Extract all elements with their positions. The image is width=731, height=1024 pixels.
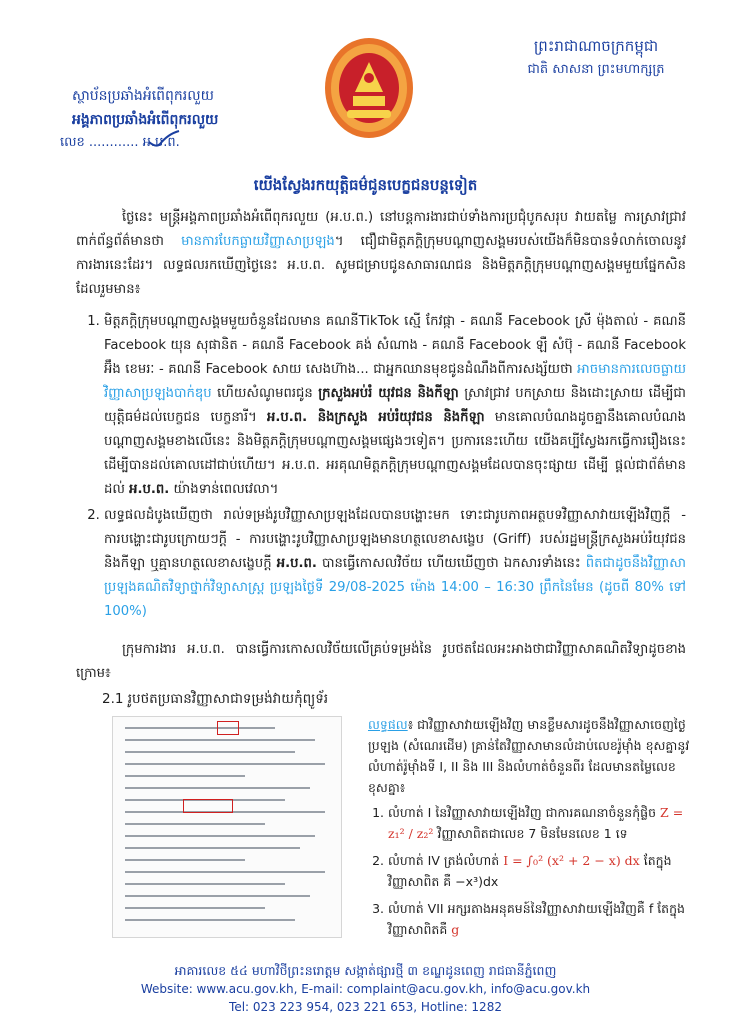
intro-text: ថ្ងៃនេះ មន្ត្រីអង្គភាពប្រឆាំងអំពើពុករលួយ (អ.ប.ព.) នៅបន្តការងារជាប់ទាំងការប្រជុំបូកសរុប វាយតម្លៃ ការស្រាវជ្រាវពាក់ព័ន្ធព័ត៌មានថា [76, 210, 686, 249]
observation-label: លទ្ធផល [368, 717, 408, 732]
item2-text-b: បានធ្វើកោសលវិច័យ ហើយឃើញថា ឯកសារទាំងនេះ [316, 556, 581, 571]
observation-text: ៖ ជាវិញ្ញាសាវាយឡើងវិញ មានខ្លឹមសារដូចនឹងវិញ្ញាសាចេញថ្ងៃប្រឡង (សំណេរដើម) គ្រាន់តែវិញ្ញាសាមានលំដាប់លេខរ៉ូម៉ាំង ខុសគ្នានូវលំហាត់រ៉ូម៉ាំងទី I, II និង III និងលំហាត់ចំនួនពីរ ដែលមានតម្លៃលេខខុសគ្នា៖ [368, 717, 690, 795]
footer [0, 962, 731, 1016]
document-title: យើងស្វែងរកយុត្តិធម៌ជូនបេក្ខជនបន្តទៀត [253, 176, 478, 194]
obs2-prefix: លំហាត់ IV ត្រង់លំហាត់ [388, 853, 500, 868]
obs3-math: g [451, 922, 460, 937]
observation-item-1 [388, 802, 694, 844]
observation-item-2 [388, 850, 694, 892]
exam-paper-photo [112, 716, 342, 938]
agency-header [72, 84, 218, 132]
observation-panel [368, 714, 694, 946]
kingdom-line-1: ព្រះរាជាណាចក្រកម្ពុជា [533, 37, 659, 55]
team-paragraph: ក្រុមការងារ អ.ប.ព. បានធ្វើការកោសលវិច័យលើគ្រប់ទម្រង់នៃ រូបថតដែលអះអាងថាជាវិញ្ញាសាគណិតវិទ្យាដូចខាងក្រោម៖ [76, 642, 686, 681]
obs1-prefix: លំហាត់ I នៃវិញ្ញាសាវាយឡើងវិញ ជាការគណនាចំនួនកុំផ្លិច [388, 805, 657, 820]
kingdom-header [516, 34, 676, 82]
obs3-prefix: លំហាត់ VII អក្សរតាងអនុគមន៍នៃវិញ្ញាសាវាយឡើងវិញគឺ f តែក្នុងវិញ្ញាសាពិតគឺ [388, 901, 685, 937]
item1-text-a: មិត្តភក្តិក្រុមបណ្ដាញសង្គមមួយចំនួនដែលមាន គណនីTikTok ស្មើ កែវផ្កា - គណនី Facebook ស្រី ម៉ុងតាល់ - គណនី Facebook យុន សុផានិត - គណនី Facebook គង់ សំណាង - គណនី Facebook ឡឺ សំប៊ុ - គណនី Facebook អ៊ឹង ខេមរៈ - គណនី Facebook សាយ សេងហ៊ាង... ជាអ្នកឈានមុខជូនដំណឹងពីការសង្ស័យថា [104, 314, 686, 377]
item1-agencies: អ.ប.ព. និងក្រសួង អប់រំយុវជន និងកីឡា [267, 410, 485, 425]
reference-number: លេខ ............ អ.ប.ព. [60, 135, 180, 150]
acu-emblem-icon [323, 36, 415, 140]
item2-highlight: ពិតជាដូចនឹងវិញ្ញាសាប្រឡងគណិតវិទ្យាថ្នាក់វិទ្យាសាស្ត្រ ប្រឡងថ្ងៃទី 29/08-2025 ម៉ោង 14:00 – 16:30 ព្រឹកនៃមែន (ដូចពី 80% ទៅ 100%) [104, 556, 686, 619]
item1-highlight: អាចមានការលេចធ្លាយវិញ្ញាសាប្រឡងបាក់ឌុប [104, 362, 686, 401]
findings-list [76, 310, 686, 626]
finding-item-1 [104, 310, 686, 502]
footer-address: អាគារលេខ ៥៤ មហាវិថីព្រះនរោត្តម សង្កាត់ផ្សារថ្មី ៣ ខណ្ឌដូនពេញ រាជធានីភ្នំពេញ [174, 963, 557, 978]
item1-text-b: ហើយសំណូមពរជូន [211, 386, 313, 401]
handwritten-checkmark-icon [146, 128, 182, 150]
intro-rest: ។ ជឿជាមិត្តភក្តិក្រុមបណ្ដាញសង្គមរបស់យើងក៏មិនបានទំលាក់ចោលនូវការងារនេះដែរ។ លទ្ធផលរកឃើញថ្ងៃនេះ អ.ប.ព. សូមជម្រាបជូនសាធារណជន និងមិត្តភក្តិក្រុមបណ្ដាញសង្គមមួយផ្នែកសិនដែលរួមមាន៖ [76, 234, 686, 297]
obs2-suffix: តែក្នុងវិញ្ញាសាពិត គឺ −x³)dx [388, 853, 672, 889]
intro-highlight: មានការបែកធ្លាយវិញ្ញាសាប្រឡង [181, 234, 335, 249]
footer-phone: Tel: 023 223 954, 023 221 653, Hotline: 1282 [229, 1000, 502, 1014]
item1-text-d: មានគោលបំណងដូចគ្នានឹងគោលបំណងបណ្ដាញសង្គមខាងលើនេះ និងមិត្តភក្តិក្រុមបណ្ដាញសង្គមផ្សេងៗទៀត។ ប្រការនេះហើយ យើងគប្បីស្វែងរកធ្វើការរឿងនេះដើម្បីបានដល់គោលដៅជាប់ហើយ។ អ.ប.ព. អរគុណមិត្តភក្តិក្រុមបណ្ដាញសង្គមដែលបានចុះផ្សាយ ដើម្បី ផ្ដល់ជាព័ត៌មានដល់ [104, 410, 686, 497]
item2-acu: អ.ប.ព. [276, 556, 317, 571]
item2-text-a: លទ្ធផលដំបូងឃើញថា រាល់ទម្រង់រូបវិញ្ញាសាប្រឡងដែលបានបង្ហោះមក ទោះជារូបភាពអត្ថបទវិញ្ញាសាវាយឡើងវិញក្តី - ការបង្ហោះជារូបក្រោយៗក្តី - ការបង្ហោះរូបវិញ្ញាសាប្រឡងមានហត្ថលេខាសង្ខេប (Griff) របស់រដ្ឋមន្ត្រីក្រសួងអប់រំយុវជន និងកីឡា ឬគ្មានហត្ថលេខាសង្ខេបក្តី [104, 508, 686, 571]
item1-acu: អ.ប.ព. [129, 482, 170, 497]
agency-line-2: អង្គភាពប្រឆាំងអំពើពុករលួយ [72, 112, 219, 128]
obs1-suffix: វិញ្ញាសាពិតជាលេខ 7 មិនមែនលេខ 1 ទេ [437, 826, 628, 841]
obs2-math: I = ∫₀² (x² + 2 − x) dx [503, 853, 640, 868]
footer-web-email: Website: www.acu.gov.kh, E-mail: complaint@acu.gov.kh, info@acu.gov.kh [140, 982, 591, 996]
kingdom-line-2: ជាតិ សាសនា ព្រះមហាក្សត្រ [527, 62, 665, 77]
finding-item-2 [104, 504, 686, 624]
section-2-1-heading: 2.1 រូបថតប្រធានវិញ្ញាសាជាទម្រង់វាយកុំព្យូទ័រ [102, 691, 329, 707]
observation-item-3 [388, 898, 694, 940]
item1-text-c: ស្រាវជ្រាវ បកស្រាយ និងដោះស្រាយ ដើម្បីជាយុត្តិធម៌ដល់បេក្ខជន បេក្ខនារី។ [104, 386, 686, 425]
obs1-math: Z = z₁² / z₂² [388, 805, 684, 841]
intro-paragraph [76, 206, 686, 302]
item1-ministry: ក្រសួងអប់រំ យុវជន និងកីឡា [318, 386, 459, 401]
item1-text-e: យ៉ាងទាន់ពេលវេលា។ [169, 482, 279, 497]
agency-line-1: ស្ថាប័នប្រឆាំងអំពើពុករលួយ [72, 88, 214, 104]
